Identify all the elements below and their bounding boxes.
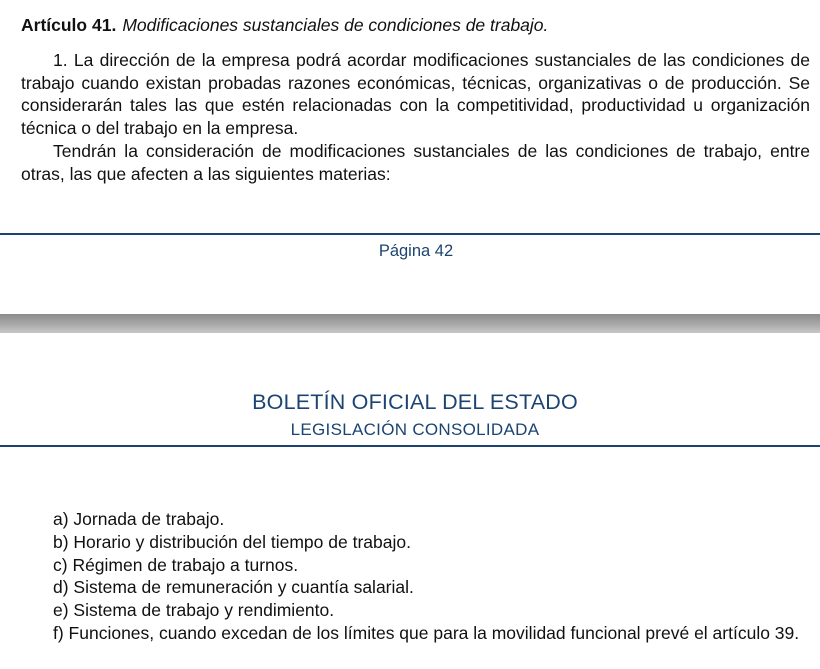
header-divider (0, 445, 820, 447)
article-paragraph-2: Tendrán la consideración de modificaciones sustanciales de las condiciones de trabajo, entre otras, las que afecten a las siguientes materias: (21, 141, 810, 184)
list-item: f) Funciones, cuando excedan de los límites que para la movilidad funcional prevé el artículo 39. (53, 622, 800, 643)
subject-list (21, 508, 810, 645)
gazette-subtitle: LEGISLACIÓN CONSOLIDADA (290, 420, 540, 439)
footer-divider (0, 233, 820, 235)
list-item: a) Jornada de trabajo. (53, 509, 225, 529)
article-heading (21, 14, 811, 37)
page-number: Página 42 (378, 242, 454, 260)
list-item: e) Sistema de trabajo y rendimiento. (53, 600, 335, 621)
list-item: b) Horario y distribución del tiempo de trabajo. (53, 531, 411, 552)
page-separator (0, 314, 820, 333)
article-paragraph-1: 1. La dirección de la empresa podrá acordar modificaciones sustanciales de las condiciones de trabajo cuando existan probadas razones económicas, técnicas, organizativas o de producción. Se considerarán tales las que estén relacionadas con la competitividad, productividad u organización técnica o del trabajo en la empresa. (21, 50, 810, 138)
list-item: d) Sistema de remuneración y cuantía salarial. (53, 577, 414, 598)
list-item: c) Régimen de trabajo a turnos. (53, 554, 299, 575)
article-number: Artículo 41. (21, 15, 117, 35)
gazette-title: BOLETÍN OFICIAL DEL ESTADO (252, 390, 578, 414)
article-title: Modificaciones sustanciales de condiciones de trabajo. (122, 15, 549, 35)
